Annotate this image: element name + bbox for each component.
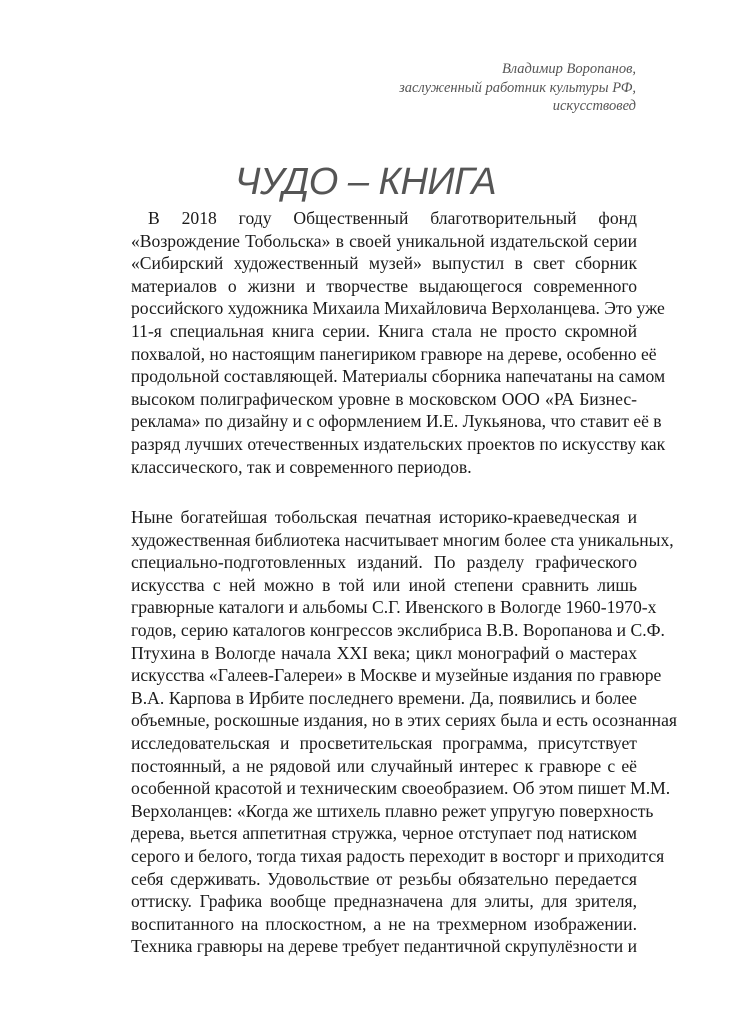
text-line: годов, серию каталогов конгрессов экслибриса В.В. Воропанова и С.Ф. bbox=[131, 619, 665, 640]
paragraph-1 bbox=[131, 207, 666, 478]
text-line: особенной красотой и техническим своеобразием. Об этом пишет М.М. bbox=[131, 778, 671, 799]
text-line: высоком полиграфическом уровне в московском ООО «РА Бизнес- bbox=[131, 388, 637, 409]
text-line: искусства «Галеев-Галереи» в Москве и музейные издания по гравюре bbox=[131, 665, 662, 686]
text-line: искусства с ней можно в той или иной степени сравнить лишь bbox=[131, 574, 637, 595]
author-block bbox=[399, 60, 636, 116]
text-line: специально-подготовленных изданий. По разделу графического bbox=[131, 552, 637, 573]
author-name: Владимир Воропанов, bbox=[501, 61, 636, 77]
paragraph-2 bbox=[131, 506, 677, 958]
text-line: дерева, вьется аппетитная стружка, черное отступает под натиском bbox=[131, 823, 637, 844]
text-line: «Сибирский художественный музей» выпустил в свет сборник bbox=[131, 253, 637, 274]
text-line: себя сдерживать. Удовольствие от резьбы обязательно передается bbox=[131, 868, 637, 889]
text-line: российского художника Михаила Михайловича Верхоланцева. Это уже bbox=[131, 298, 665, 319]
text-line: художественная библиотека насчитывает многим более ста уникальных, bbox=[131, 529, 674, 550]
text-line: объемные, роскошные издания, но в этих сериях была и есть осознанная bbox=[131, 710, 677, 731]
author-title: заслуженный работник культуры РФ, bbox=[399, 79, 636, 96]
text-line: Техника гравюры на дереве требует педантичной скрупулёзности и bbox=[131, 936, 637, 957]
text-line: воспитанного на плоскостном, а не на трехмерном изображении. bbox=[131, 913, 637, 934]
page-title: ЧУДО – КНИГА bbox=[234, 161, 497, 204]
text-line: оттиску. Графика вообще предназначена для элиты, для зрителя, bbox=[131, 891, 637, 912]
text-line: В.А. Карпова в Ирбите последнего времени. Да, появились и более bbox=[131, 687, 637, 708]
text-line: классического, так и современного периодов. bbox=[131, 456, 472, 477]
author-role: искусствовед bbox=[552, 98, 636, 114]
text-line: Ныне богатейшая тобольская печатная историко-краеведческая и bbox=[131, 507, 637, 527]
text-line: гравюрные каталоги и альбомы С.Г. Ивенского в Вологде 1960-1970-х bbox=[131, 597, 657, 618]
text-line: серого и белого, тогда тихая радость переходит в восторг и приходится bbox=[131, 845, 665, 866]
text-line: 11-я специальная книга серии. Книга стала не просто скромной bbox=[131, 320, 637, 341]
text-line: Птухина в Вологде начала XXI века; цикл монографий о мастерах bbox=[131, 642, 637, 663]
text-line: В 2018 году Общественный благотворительный фонд bbox=[148, 208, 637, 228]
text-line: «Возрождение Тобольска» в своей уникальной издательской серии bbox=[131, 230, 637, 251]
text-line: исследовательская и просветительская программа, присутствует bbox=[131, 732, 637, 753]
text-line: реклама» по дизайну и с оформлением И.Е. Лукьянова, что ставит её в bbox=[131, 411, 662, 432]
text-line: постоянный, а не рядовой или случайный интерес к гравюре с её bbox=[131, 755, 637, 776]
text-line: Верхоланцев: «Когда же штихель плавно режет упругую поверхность bbox=[131, 800, 654, 821]
text-line: похвалой, но настоящим панегириком гравюре на дереве, особенно её bbox=[131, 343, 657, 364]
text-line: продольной составляющей. Материалы сборника напечатаны на самом bbox=[131, 366, 666, 387]
text-line: материалов о жизни и творчестве выдающегося современного bbox=[131, 275, 637, 296]
text-line: разряд лучших отечественных издательских проектов по искусству как bbox=[131, 433, 666, 454]
